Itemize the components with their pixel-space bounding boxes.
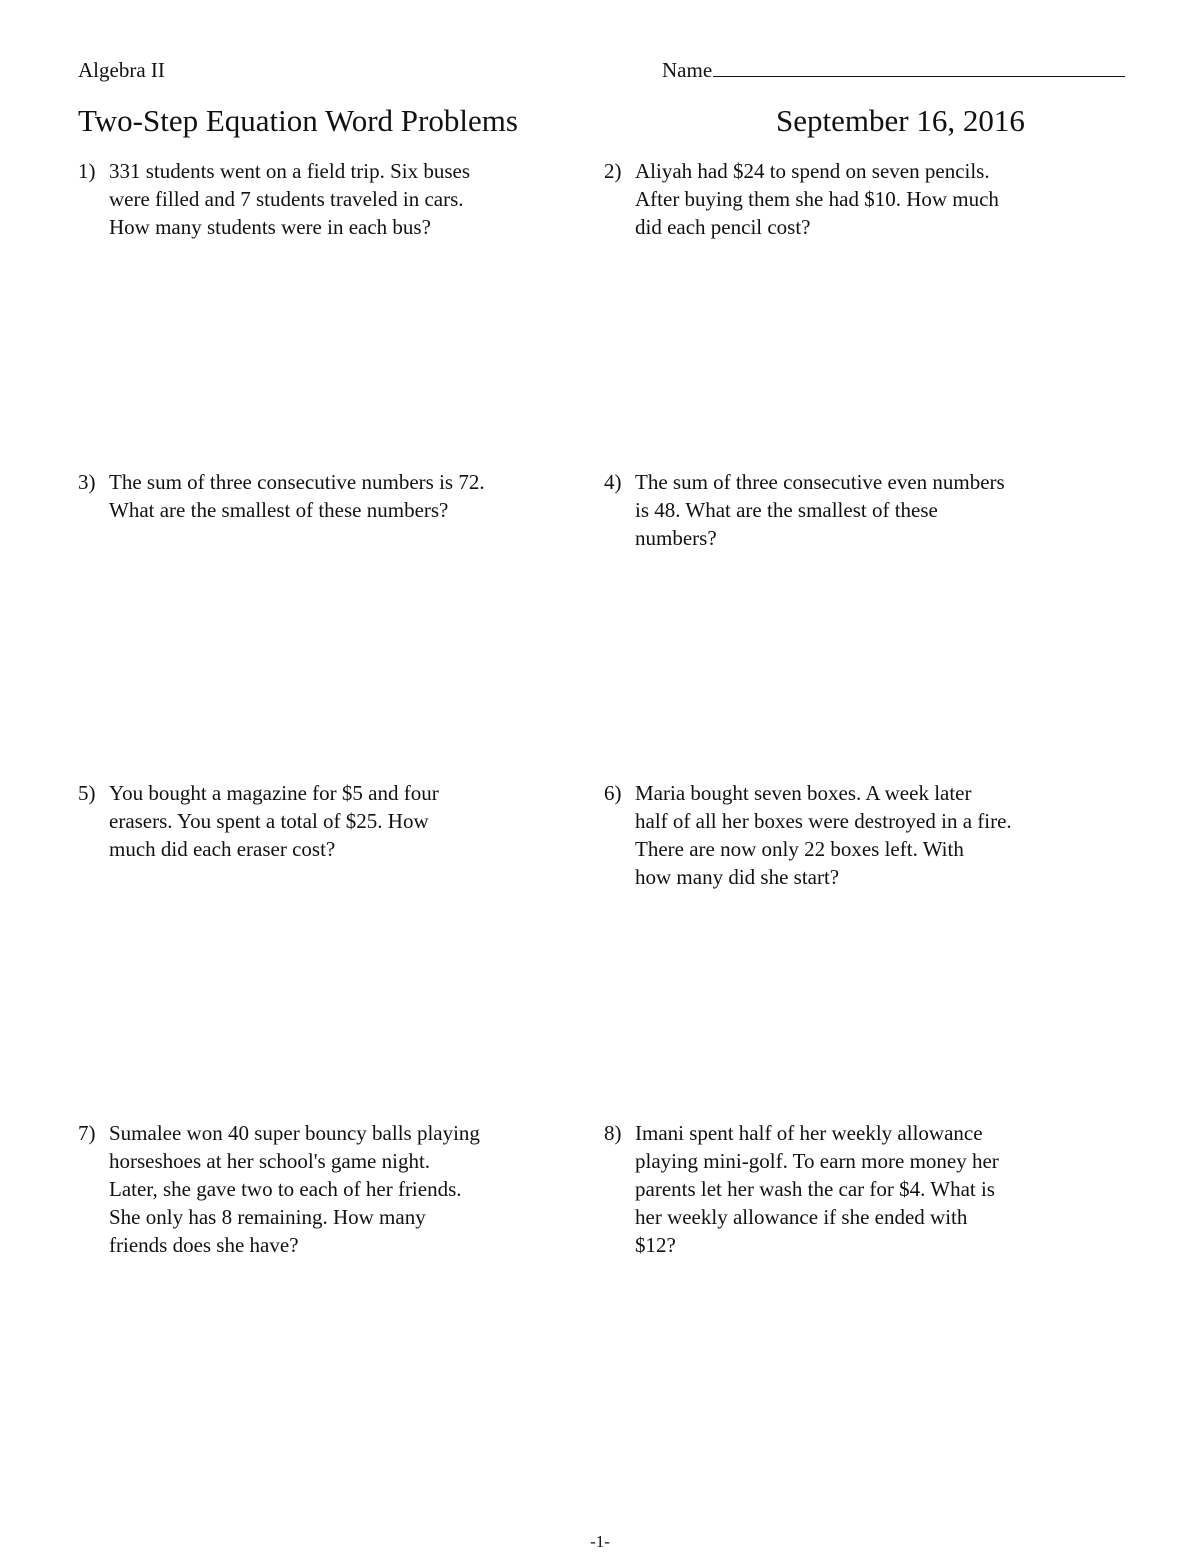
name-field[interactable]: [662, 58, 1125, 82]
problem-text: The sum of three consecutive even numbers is 48. What are the smallest of these numbers?: [635, 470, 1005, 550]
problem-number: 3): [78, 470, 96, 494]
worksheet-title: Two-Step Equation Word Problems: [78, 103, 518, 138]
problem-number: 5): [78, 781, 96, 805]
problem-text: 331 students went on a field trip. Six buses were filled and 7 students traveled in cars. How many students were in each bus?: [109, 159, 471, 239]
problem-8: [604, 1119, 1059, 1259]
page-number: -1-: [590, 1532, 610, 1551]
problem-number: 4): [604, 470, 622, 494]
problem-6: [604, 779, 1059, 891]
problem-number: 6): [604, 781, 622, 805]
problem-3: [78, 468, 533, 524]
problem-text: Sumalee won 40 super bouncy balls playing horseshoes at her school's game night. Later, she gave two to each of her friends. She only has 8 remaining. How many friends does she have?: [109, 1121, 480, 1257]
problem-number: 1): [78, 159, 96, 183]
problem-text: The sum of three consecutive numbers is 72. What are the smallest of these numbers?: [109, 470, 485, 522]
problem-number: 2): [604, 159, 622, 183]
problem-1: [78, 157, 533, 241]
name-blank-line[interactable]: [713, 58, 1125, 77]
problem-2: [604, 157, 1059, 241]
problem-5: [78, 779, 533, 863]
problem-number: 7): [78, 1121, 96, 1145]
problem-text: You bought a magazine for $5 and four erasers. You spent a total of $25. How much did each eraser cost?: [109, 781, 439, 861]
worksheet-date: September 16, 2016: [776, 103, 1025, 138]
problem-7: [78, 1119, 533, 1259]
problem-number: 8): [604, 1121, 622, 1145]
problem-text: Imani spent half of her weekly allowance playing mini-golf. To earn more money her parents let her wash the car for $4. What is her weekly allowance if she ended with $12?: [635, 1121, 999, 1257]
problem-4: [604, 468, 1059, 552]
course-name: Algebra II: [78, 58, 165, 82]
problem-text: Aliyah had $24 to spend on seven pencils. After buying them she had $10. How much did each pencil cost?: [635, 159, 999, 239]
problem-text: Maria bought seven boxes. A week later half of all her boxes were destroyed in a fire. There are now only 22 boxes left. With how many did she start?: [635, 781, 1012, 889]
name-label: Name: [662, 58, 713, 82]
